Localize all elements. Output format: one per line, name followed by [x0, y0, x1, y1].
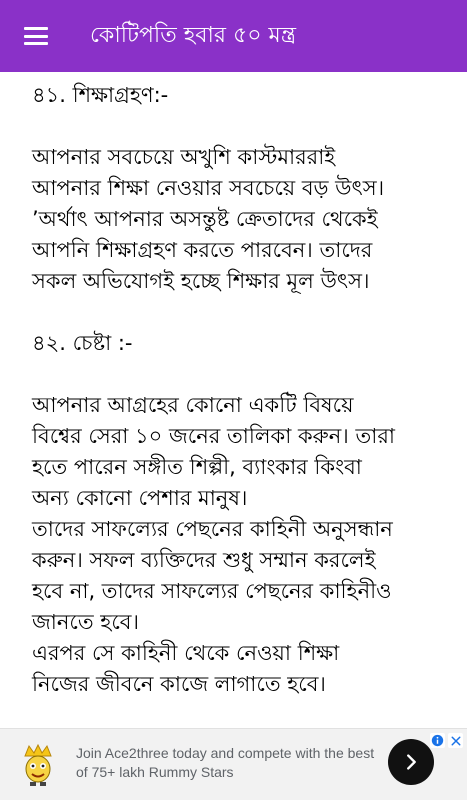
section-heading-42: ৪২. চেষ্টা :-: [32, 331, 133, 355]
text-line: আপনি শিক্ষাগ্রহণ করতে পারবেন। তাদের: [32, 238, 373, 262]
paragraph-gap: [32, 297, 455, 328]
text-line: তাদের সাফল্যের পেছনের কাহিনী অনুসন্ধান: [32, 517, 393, 541]
section-heading-41: ৪১. শিক্ষাগ্রহণ:-: [32, 83, 169, 107]
close-icon: [450, 735, 462, 747]
ad-badges: [430, 733, 463, 748]
app-bar: [0, 0, 467, 72]
text-line: হতে পারেন সঙ্গীত শিল্পী, ব্যাংকার কিংবা: [32, 455, 362, 479]
hamburger-menu-icon: [24, 27, 48, 45]
text-line: এরপর সে কাহিনী থেকে নেওয়া শিক্ষা: [32, 641, 340, 665]
text-line: আপনার সবচেয়ে অখুশি কাস্টমাররাই: [32, 145, 336, 169]
paragraph-gap: [32, 359, 455, 390]
info-icon: [431, 734, 444, 747]
menu-button[interactable]: [0, 0, 72, 72]
text-line: জানতে হবে।: [32, 610, 139, 634]
rummy-mascot-icon: [16, 743, 60, 787]
text-line: বিশ্বের সেরা ১০ জনের তালিকা করুন। তারা: [32, 424, 395, 448]
text-line: নিজের জীবনে কাজে লাগাতে হবে।: [32, 672, 326, 696]
ad-banner[interactable]: [0, 728, 467, 800]
chevron-right-icon: [400, 751, 422, 773]
text-line: সকল অভিযোগই হচ্ছে শিক্ষার মূল উৎস।: [32, 269, 370, 293]
text-line: আপনার শিক্ষা নেওয়ার সবচেয়ে বড় উৎস।: [32, 176, 385, 200]
text-line: করুন। সফল ব্যক্তিদের শুধু সম্মান করলেই: [32, 548, 376, 572]
ad-text[interactable]: Join Ace2three today and compete with the best of 75+ lakh Rummy Stars: [76, 745, 375, 780]
text-line: আপনার আগ্রহের কোনো একটি বিষয়ে: [32, 393, 354, 417]
paragraph-gap: [32, 111, 455, 142]
ad-open-button[interactable]: [388, 739, 434, 785]
ad-info-button[interactable]: [430, 733, 445, 748]
app-title: কোটিপতি হবার ৫০ মন্ত্র: [90, 23, 297, 48]
paragraph-gap: [32, 700, 455, 728]
article-content[interactable]: [0, 72, 467, 728]
ad-close-button[interactable]: [448, 733, 463, 748]
text-line: ’অর্থাৎ আপনার অসন্তুষ্ট ক্রেতাদের থেকেই: [32, 207, 378, 231]
text-line: হবে না, তাদের সাফল্যের পেছনের কাহিনীও: [32, 579, 392, 603]
text-line: অন্য কোনো পেশার মানুষ।: [32, 486, 248, 510]
